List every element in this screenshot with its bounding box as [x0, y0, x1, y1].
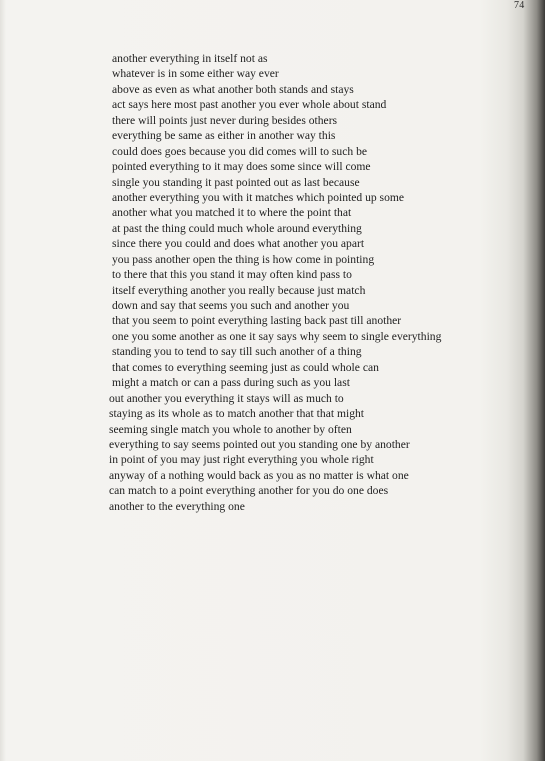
text-line: one you some another as one it say says why seem to single everything [112, 329, 442, 343]
text-line: out another you everything it stays will as much to [109, 391, 344, 405]
text-line: there will points just never during besides others [112, 113, 338, 127]
text-line: everything be same as either in another way this [112, 129, 336, 143]
text-line: can match to a point everything another for you do one does [109, 484, 389, 498]
text-line: everything to say seems pointed out you standing one by another [109, 437, 410, 451]
text-line: could does goes because you did comes will to such be [112, 144, 368, 158]
text-line: seeming single match you whole to another by often [109, 422, 352, 436]
text-line: act says here most past another you ever whole about stand [112, 98, 387, 112]
text-line: at past the thing could much whole around everything [112, 221, 362, 235]
text-line: pointed everything to it may does some since will come [112, 160, 371, 174]
text-line: single you standing it past pointed out as last because [112, 175, 360, 189]
page-number: 74 [514, 0, 525, 11]
text-line: you pass another open the thing is how come in pointing [112, 252, 375, 266]
text-line: staying as its whole as to match another that that might [109, 407, 365, 421]
text-line: anyway of a nothing would back as you as no matter is what one [109, 468, 409, 482]
text-line: in point of you may just right everything you whole right [109, 453, 374, 467]
text-line: itself everything another you really because just match [112, 283, 366, 297]
text-line: another what you matched it to where the point that [112, 206, 352, 220]
text-line: another everything in itself not as [112, 52, 268, 65]
text-line: down and say that seems you such and another you [112, 299, 350, 312]
text-line: that you seem to point everything lasting back past till another [112, 314, 402, 328]
text-line: another to the everything one [109, 499, 245, 513]
text-line: to there that this you stand it may often kind pass to [112, 268, 352, 282]
text-line: that comes to everything seeming just as could whole can [112, 360, 379, 374]
text-line: might a match or can a pass during such as you last [112, 376, 350, 390]
poem-text-block [109, 51, 442, 514]
text-line: standing you to tend to say till such another of a thing [112, 345, 362, 359]
text-line: another everything you with it matches which pointed up some [112, 190, 405, 204]
text-line: whatever is in some either way ever [112, 67, 279, 81]
text-line: above as even as what another both stands and stays [112, 82, 354, 96]
text-line: since there you could and does what another you apart [112, 237, 365, 251]
